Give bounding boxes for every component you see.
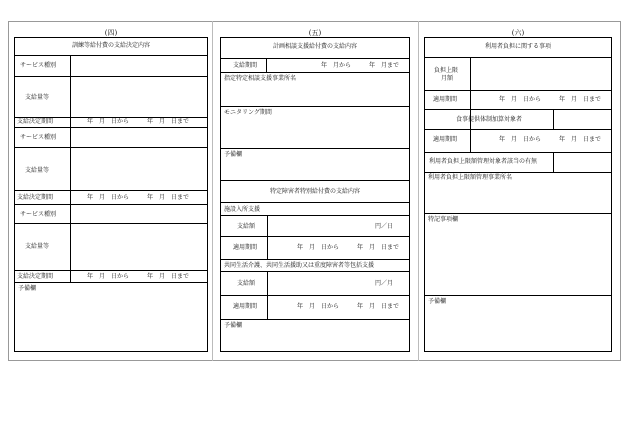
amount-label: 支給量等 [25, 94, 50, 101]
apply-period-value: 年 月 日から 年 月 日まで [297, 303, 400, 310]
provider-label: 指定特定相談支援事業所名 [224, 75, 297, 82]
amount-unit: 円／日 [375, 223, 394, 230]
column-number: (五) [308, 29, 322, 37]
period-value: 年 月 日から 年 月 日まで [87, 273, 190, 280]
remarks-label: 予備欄 [428, 298, 447, 305]
period-value: 年 月から 年 月まで [321, 62, 400, 69]
panel-title: 計画相談支援給付費の支給内容 [272, 43, 357, 50]
column-number: (四) [104, 29, 118, 37]
apply-period-label: 適用期間 [433, 136, 458, 143]
service-type-label: サービス種別 [20, 62, 57, 69]
apply-period-label: 適用期間 [233, 303, 258, 310]
amount-label: 支給量等 [25, 167, 50, 174]
remarks-label: 予備欄 [224, 151, 243, 158]
apply-period-value: 年 月 日から 年 月 日まで [499, 96, 602, 103]
section-title: 特定障害者特別給付費の支給内容 [269, 188, 360, 195]
notes-label: 特記事項欄 [428, 216, 459, 223]
period-label: 支給決定期間 [17, 273, 54, 280]
panel-user-burden [424, 37, 612, 352]
amount-label: 支給額 [237, 280, 256, 287]
fold-line [418, 21, 419, 361]
cap-office-label: 利用者負担上限額管理事業所名 [428, 174, 513, 181]
period-label: 支給決定期間 [17, 118, 54, 125]
panel-title: 利用者負担に関する事項 [484, 43, 551, 50]
apply-period-value: 年 月 日から 年 月 日まで [499, 136, 602, 143]
panel-training-benefits [14, 37, 208, 352]
monitoring-label: モニタリング期間 [224, 109, 272, 116]
meal-label: 食事提供体制加算対象者 [455, 116, 522, 123]
facility-label: 施設入所支援 [224, 206, 261, 213]
amount-label: 支給額 [237, 223, 256, 230]
fold-line [212, 21, 213, 361]
service-type-label: サービス種別 [20, 134, 57, 141]
period-label: 支給決定期間 [17, 194, 54, 201]
remarks-label: 予備欄 [224, 322, 243, 329]
apply-period-label: 適用期間 [433, 96, 458, 103]
limit-label-line2: 月額 [441, 75, 454, 82]
amount-label: 支給量等 [25, 243, 50, 250]
group-home-label: 共同生活介護、共同生活援助又は重度障害者等包括支援 [224, 262, 375, 269]
panel-consultation-benefits [220, 37, 410, 352]
period-value: 年 月 日から 年 月 日まで [87, 118, 190, 125]
period-label: 支給期間 [233, 62, 258, 69]
limit-label-line1: 負担上限 [434, 67, 459, 74]
amount-unit: 円／月 [375, 280, 394, 287]
service-type-label: サービス種別 [20, 211, 57, 218]
period-value: 年 月 日から 年 月 日まで [87, 194, 190, 201]
column-number: (六) [511, 29, 525, 37]
apply-period-value: 年 月 日から 年 月 日まで [297, 244, 400, 251]
remarks-label: 予備欄 [18, 285, 37, 292]
cap-management-label: 利用者負担上限額管理対象者該当の有無 [429, 158, 538, 165]
panel-title: 訓練等給付費の支給決定内容 [71, 42, 150, 49]
apply-period-label: 適用期間 [233, 244, 258, 251]
